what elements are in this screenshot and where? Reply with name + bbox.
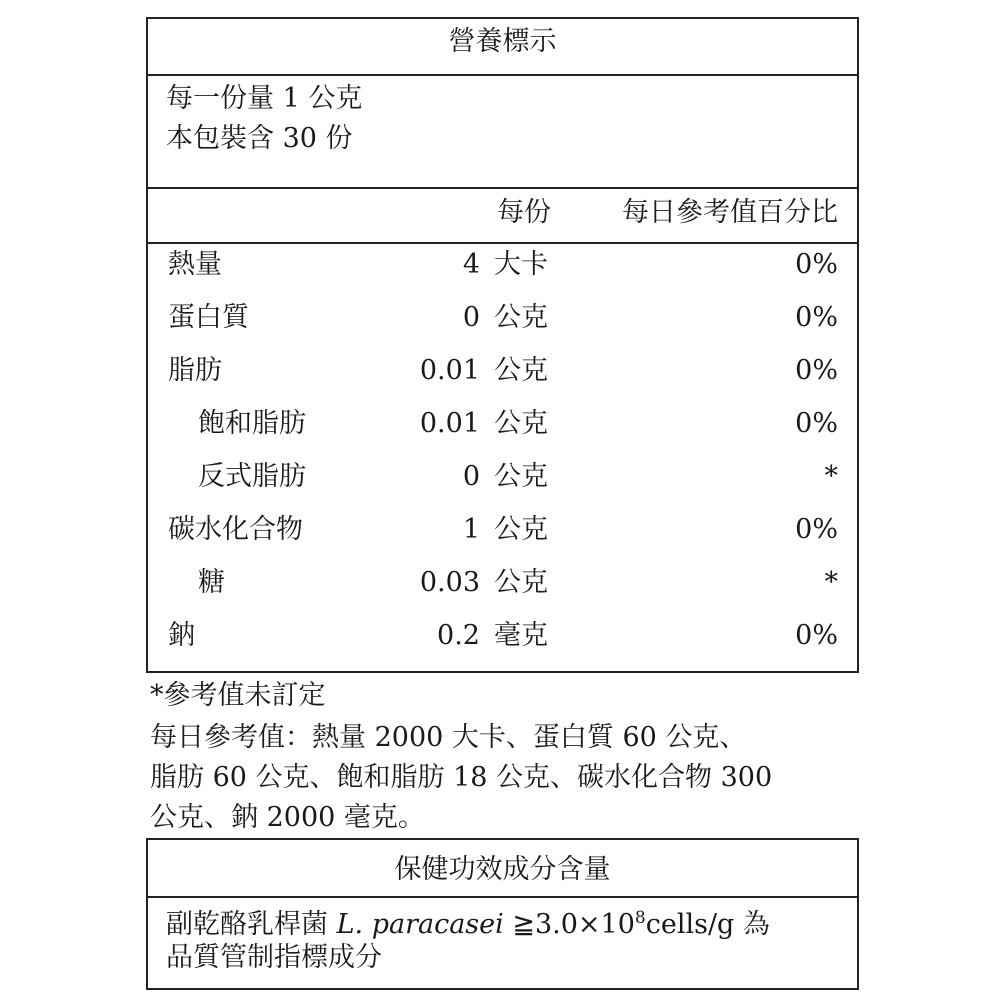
amount-text: ≧3.0×10 [503,909,635,940]
nutrient-name: 蛋白質 [168,302,249,333]
nutrient-amount: 0.03 [419,567,480,598]
nutrient-daily-percent: * [824,461,838,492]
divider [148,242,857,244]
nutrient-daily-percent: 0% [795,302,838,333]
nutrient-daily-percent: * [824,567,838,598]
column-header-daily-percent: 每日參考值百分比 [622,197,838,228]
nutrient-unit: 大卡 [494,249,548,280]
divider [148,187,857,189]
nutrient-amount: 0.2 [437,620,480,651]
nutrient-unit: 公克 [494,355,548,386]
nutrient-name: 反式脂肪 [198,461,306,492]
reference-values-line: 公克、鈉 2000 毫克。 [150,802,425,833]
nutrient-daily-percent: 0% [795,249,838,280]
species-name: L. paracasei [336,909,504,940]
reference-values-line: 每日參考值：熱量 2000 大卡、蛋白質 60 公克、 [150,722,747,753]
nutrient-amount: 4 [462,249,480,280]
servings-per-package: 本包裝含 30 份 [166,123,353,154]
nutrient-unit: 公克 [494,461,548,492]
amount-unit: cells/g 為 [645,909,770,940]
nutrient-daily-percent: 0% [795,514,838,545]
amount-exponent: 8 [634,908,646,928]
serving-size: 每一份量 1 公克 [166,83,363,114]
divider [148,74,857,76]
nutrient-unit: 公克 [494,514,548,545]
nutrient-amount: 1 [462,514,480,545]
divider [148,896,857,898]
nutrient-unit: 毫克 [494,620,548,651]
nutrient-amount: 0.01 [419,408,480,439]
column-header-per-serving: 每份 [497,197,551,228]
nutrient-daily-percent: 0% [795,620,838,651]
nutrient-daily-percent: 0% [795,408,838,439]
nutrient-amount: 0.01 [419,355,480,386]
nutrient-amount: 0 [462,461,480,492]
nutrient-name: 鈉 [168,620,195,651]
health-title: 保健功效成分含量 [394,854,611,885]
nutrient-name: 飽和脂肪 [198,408,306,439]
nutrient-name: 脂肪 [168,355,222,386]
nutrition-title: 營養標示 [448,26,557,57]
reference-values-line: 脂肪 60 公克、飽和脂肪 18 公克、碳水化合物 300 [150,762,773,793]
nutrient-unit: 公克 [494,302,548,333]
footnote: *參考值未訂定 [150,680,326,711]
nutrient-name: 熱量 [168,249,222,280]
nutrient-daily-percent: 0% [795,355,838,386]
nutrient-unit: 公克 [494,567,548,598]
ingredient-name: 副乾酪乳桿菌 [166,909,337,940]
nutrient-name: 碳水化合物 [168,514,303,545]
health-ingredient-line [166,903,770,940]
nutrient-amount: 0 [462,302,480,333]
nutrient-name: 糖 [198,567,225,598]
nutrient-unit: 公克 [494,408,548,439]
health-ingredient-line-2: 品質管制指標成分 [166,942,382,973]
